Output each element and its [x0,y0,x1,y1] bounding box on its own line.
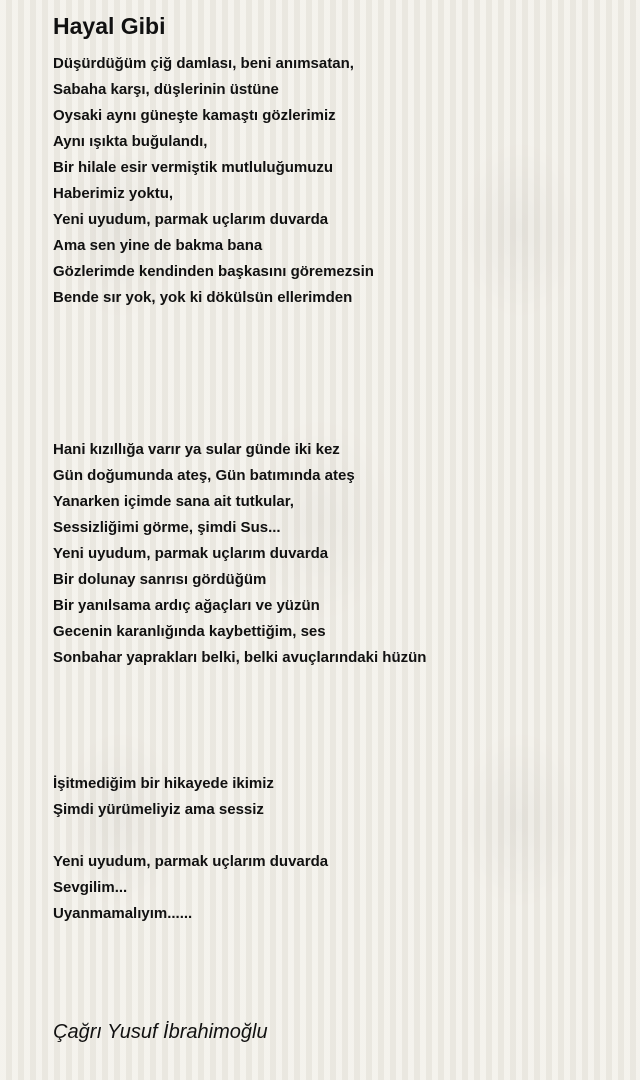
poem-line: Yanarken içimde sana ait tutkular, [53,493,294,510]
poem-line: Düşürdüğüm çiğ damlası, beni anımsatan, [53,55,354,72]
poem-line: Bende sır yok, yok ki dökülsün ellerimden [53,289,353,306]
poem-line: Uyanmamalıyım...... [53,905,193,922]
poem-line: Sabaha karşı, düşlerinin üstüne [53,81,279,98]
poem-line: Yeni uyudum, parmak uçlarım duvarda [53,211,329,228]
poem-line: Gün doğumunda ateş, Gün batımında ateş [53,467,355,484]
poem-line: Sonbahar yaprakları belki, belki avuçlarındaki hüzün [53,649,427,666]
poem-author: Çağrı Yusuf İbrahimoğlu [53,1021,268,1043]
poem-line: Gözlerimde kendinden başkasını göremezsin [53,263,374,280]
poem-line: Gecenin karanlığında kaybettiğim, ses [53,623,326,640]
poem-line: Oysaki aynı güneşte kamaştı gözlerimiz [53,107,336,124]
stanza-1 [53,51,613,311]
poem-line: Bir dolunay sanrısı gördüğüm [53,571,267,588]
poem-line: Yeni uyudum, parmak uçlarım duvarda [53,853,329,870]
poem-line: Haberimiz yoktu, [53,185,174,202]
poem-line: Ama sen yine de bakma bana [53,237,263,254]
stanza-4 [53,849,613,927]
stanza-3 [53,771,613,823]
poem-line: Sevgilim... [53,879,128,896]
poem-container [53,10,613,927]
poem-line: İşitmediğim bir hikayede ikimiz [53,775,274,792]
poem-line: Sessizliğimi görme, şimdi Sus... [53,519,281,536]
poem-line: Bir hilale esir vermiştik mutluluğumuzu [53,159,334,176]
poem-line: Aynı ışıkta buğulandı, [53,133,208,150]
stanza-2 [53,437,613,671]
poem-line: Yeni uyudum, parmak uçlarım duvarda [53,545,329,562]
poem-line: Bir yanılsama ardıç ağaçları ve yüzün [53,597,320,614]
poem-line: Hani kızıllığa varır ya sular günde iki kez [53,441,340,458]
poem-title: Hayal Gibi [53,13,166,39]
poem-line: Şimdi yürümeliyiz ama sessiz [53,801,264,818]
